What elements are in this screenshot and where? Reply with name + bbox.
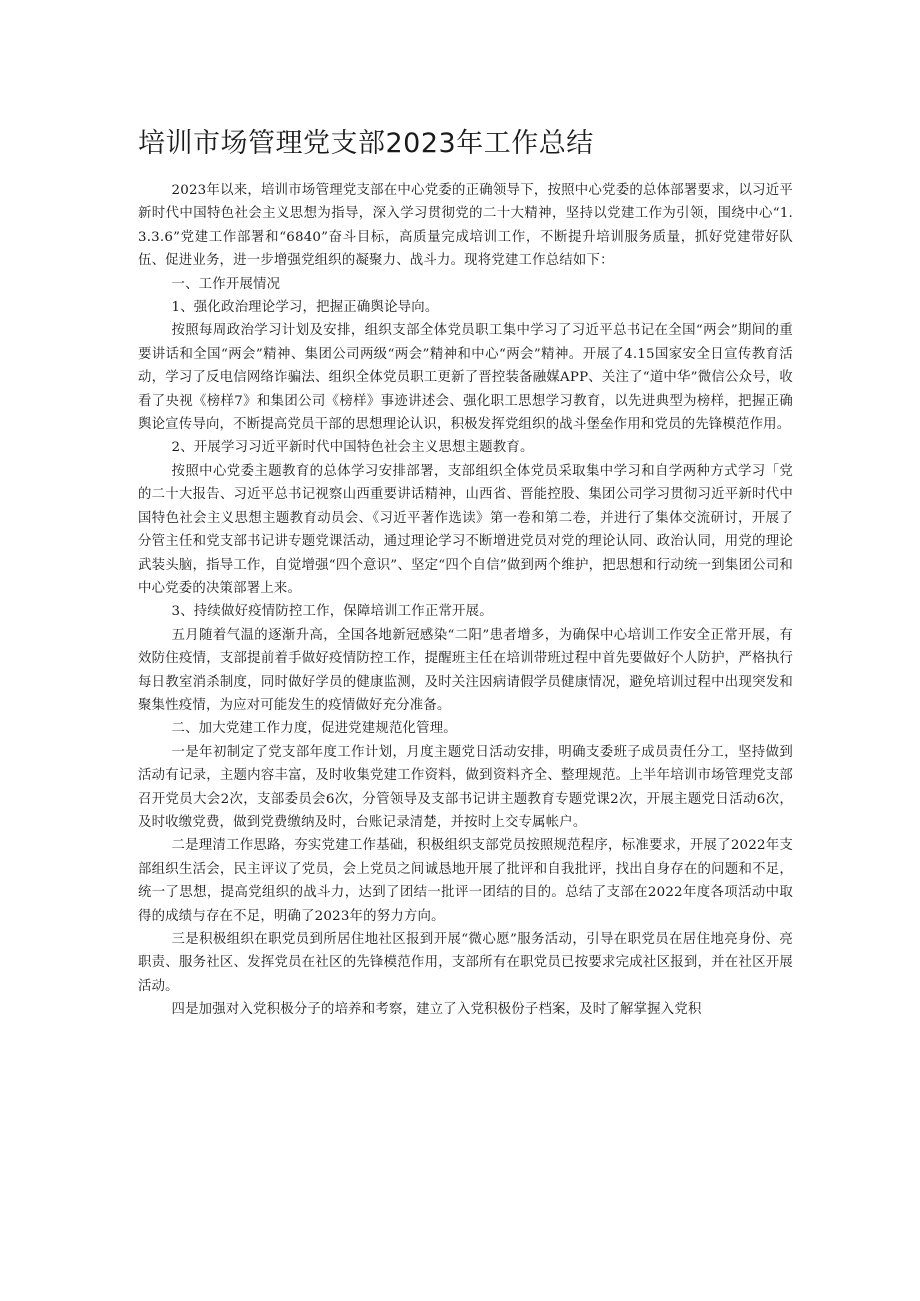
paragraph-intro: 2023年以来，培训市场管理党支部在中心党委的正确领导下，按照中心党委的总体部署要求，以习近平新时代中国特色社会主义思想为指导，深入学习贯彻党的二十大精神，坚持以党建工作为引领，围绕中心“1.3.3.6”党建工作部署和“6840”奋斗目标，高质量完成培训工作，不断提升培训服务质量，抓好党建带好队伍、促进业务，进一步增强党组织的凝聚力、战斗力。现将党建工作总结如下： xyxy=(138,183,793,269)
document-title: 培训市场管理党支部2023年工作总结 xyxy=(138,128,594,159)
section-heading-1: 一、工作开展情况 xyxy=(171,276,281,292)
paragraph-theme-education: 按照中心党委主题教育的总体学习安排部署，支部组织全体党员采取集中学习和自学两种方式学习「党的二十大报告、习近平总书记视察山西重要讲话精神，山西省、晋能控股、集团公司学习贯彻习近平新时代中国特色社会主义思想主题教育动员会、《习近平著作选读》第一卷和第二卷，并进行了集体交流研讨，开展了分管主任和党支部书记讲专题党课活动，通过理论学习不断增进党员对党的理论认同、政治认同，用党的理论武装头脑，指导工作，自觉增强“四个意识”、坚定“四个自信”做到两个维护，把思想和行动统一到集团公司和中心党委的决策部署上来。 xyxy=(138,463,793,596)
section-heading-2: 二、加大党建工作力度，促进党建规范化管理。 xyxy=(171,721,457,737)
paragraph-point-1: 一是年初制定了党支部年度工作计划，月度主题党日活动安排，明确支委班子成员责任分工，坚持做到活动有记录，主题内容丰富，及时收集党建工作资料，做到资料齐全、整理规范。上半年培训市场管理党支部召开党员大会2次，支部委员会6次，分管领导及支部书记讲主题教育专题党课2次，开展主题党日活动6次，及时收缴党费，做到党费缴纳及时，台账记录清楚，并按时上交专属帐户。 xyxy=(138,744,793,830)
subheading-1-3: 3、持续做好疫情防控工作，保障培训工作正常开展。 xyxy=(171,604,493,620)
subheading-1-2: 2、开展学习习近平新时代中国特色社会主义思想主题教育。 xyxy=(171,440,534,456)
paragraph-point-3: 三是积极组织在职党员到所居住地社区报到开展“微心愿”服务活动，引导在职党员在居住地亮身份、亮职责、服务社区、发挥党员在社区的先锋模范作用，支部所有在职党员已按要求完成社区报到，并在社区开展活动。 xyxy=(138,932,793,994)
subheading-1-1: 1、强化政治理论学习，把握正确舆论导向。 xyxy=(171,300,439,316)
paragraph-epidemic-control: 五月随着气温的逐渐升高，全国各地新冠感染“二阳”患者增多，为确保中心培训工作安全正常开展，有效防住疫情，支部提前着手做好疫情防控工作，提醒班主任在培训带班过程中首先要做好个人防护，严格执行每日教室消杀制度，同时做好学员的健康监测，及时关注因病请假学员健康情况，避免培训过程中出现突发和聚集性疫情，为应对可能发生的疫情做好充分准备。 xyxy=(138,627,793,713)
document-body xyxy=(138,179,793,1022)
paragraph-political-study: 按照每周政治学习计划及安排，组织支部全体党员职工集中学习了习近平总书记在全国“两会”期间的重要讲话和全国“两会”精神、集团公司两级“两会”精神和中心“两会”精神。开展了4.15国家安全日宣传教育活动，学习了反电信网络诈骗法、组织全体党员职工更新了晋控装备融媒APP、关注了“道中华”微信公众号，收看了央视《榜样7》和集团公司《榜样》事迹讲述会、强化职工思想学习教育，以先进典型为榜样，把握正确舆论宣传导向，不断提高党员干部的思想理论认识，积极发挥党组织的战斗堡垒作用和党员的先锋模范作用。 xyxy=(138,323,793,433)
paragraph-point-2: 二是理清工作思路，夯实党建工作基础，积极组织支部党员按照规范程序，标准要求，开展了2022年支部组织生活会，民主评议了党员，会上党员之间诚恳地开展了批评和自我批评，找出自身存在的问题和不足，统一了思想，提高党组织的战斗力，达到了团结一批评一团结的目的。总结了支部在2022年度各项活动中取得的成绩与存在不足，明确了2023年的努力方向。 xyxy=(138,838,793,924)
paragraph-point-4: 四是加强对入党积极分子的培养和考察，建立了入党积极份子档案，及时了解掌握入党积 xyxy=(171,1002,702,1018)
